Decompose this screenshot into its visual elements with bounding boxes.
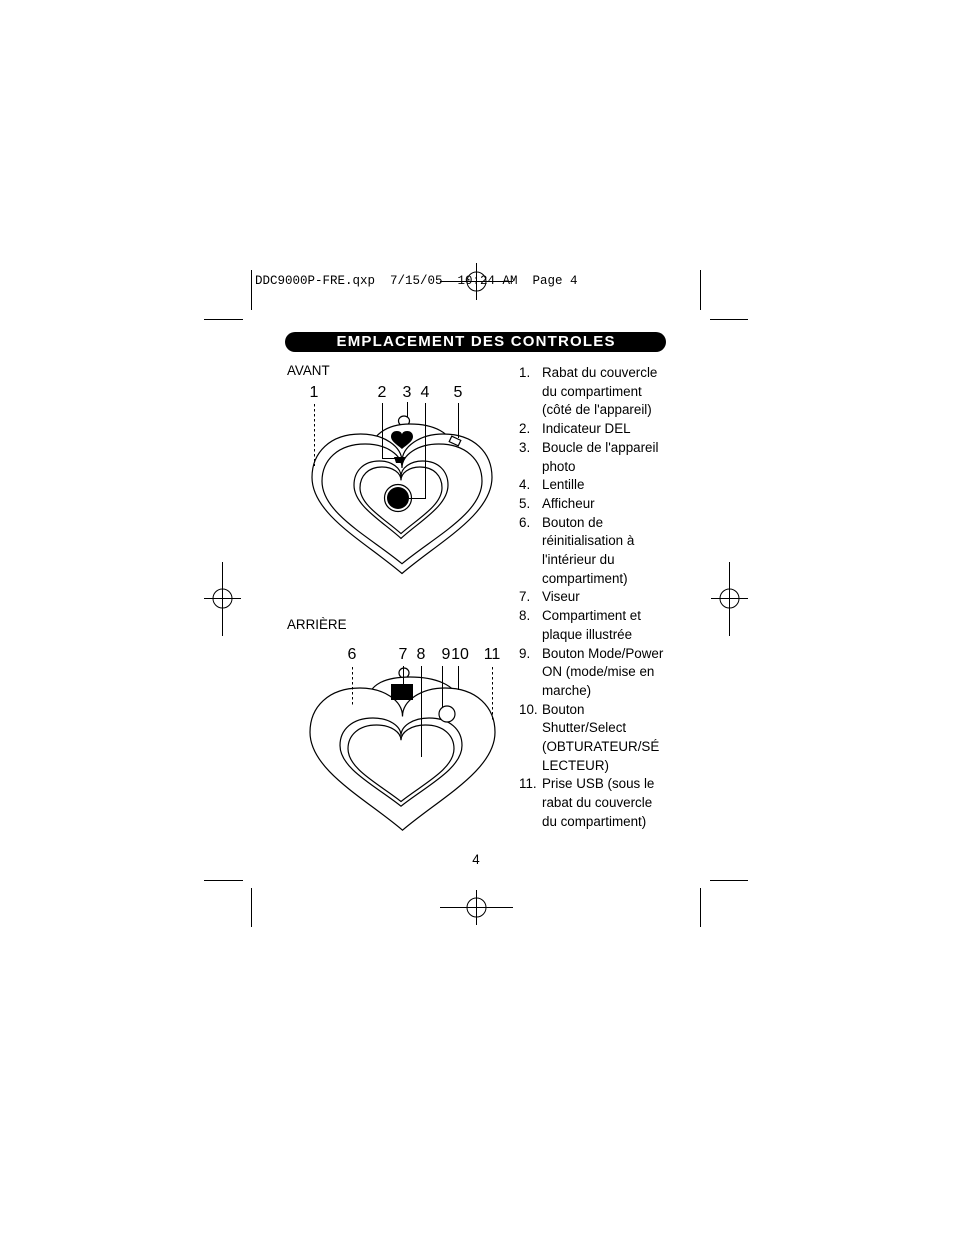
control-item-number: 7.: [519, 589, 531, 605]
control-item-text-line: compartiment): [542, 570, 628, 586]
control-item-text-line: rabat du couvercle: [542, 795, 653, 811]
lens-icon: [387, 487, 409, 509]
control-item-text-line: photo: [542, 458, 576, 474]
back-view-diagram: [310, 646, 500, 830]
front-callout-labels: [310, 384, 463, 401]
control-item-text-line: Afficheur: [542, 495, 595, 511]
control-item-text-line: Rabat du couvercle: [542, 365, 658, 380]
callout-label: 10: [451, 646, 469, 663]
control-item-text-line: réinitialisation à: [542, 533, 635, 549]
callout-label: 5: [453, 384, 463, 401]
control-item-text-line: du compartiment): [542, 813, 647, 829]
print-slug: DDC9000P-FRE.qxp 7/15/05 10:24 AM Page 4: [255, 274, 578, 288]
control-item-number: 11.: [519, 776, 537, 792]
control-item-number: 1.: [519, 365, 531, 380]
control-item-number: 4.: [519, 477, 531, 493]
control-item-number: 9.: [519, 645, 531, 661]
control-item-text-line: Lentille: [542, 477, 585, 493]
callout-label: 8: [416, 646, 426, 663]
mode-power-button: [439, 706, 455, 722]
front-view-heading: AVANT: [287, 363, 330, 378]
callout-label: 3: [402, 384, 412, 401]
callout-label: 9: [441, 646, 451, 663]
back-callout-labels: [348, 646, 501, 663]
control-item-text-line: Bouton de: [542, 514, 604, 530]
control-item-text-line: (côté de l'appareil): [542, 402, 652, 418]
control-item-number: 3.: [519, 439, 531, 455]
registration-mark-right: [711, 562, 748, 636]
section-title: EMPLACEMENT DES CONTROLES: [336, 333, 616, 350]
control-item-number: 8.: [519, 608, 531, 624]
control-item-text-line: marche): [542, 682, 592, 698]
viewfinder: [391, 684, 413, 700]
registration-mark-top: [440, 263, 513, 300]
registration-marks: [204, 263, 748, 925]
callout-label: 1: [309, 384, 319, 401]
control-item-text-line: plaque illustrée: [542, 626, 633, 642]
callout-label: 7: [398, 646, 408, 663]
registration-mark-bottom: [440, 890, 513, 925]
control-item-text-line: du compartiment: [542, 383, 642, 399]
control-item-number: 6.: [519, 514, 531, 530]
registration-mark-left: [204, 562, 241, 636]
back-view-heading: ARRIÈRE: [287, 617, 347, 632]
page-number: 4: [472, 852, 480, 867]
control-item-text-line: Indicateur DEL: [542, 421, 631, 437]
control-item-number: 2.: [519, 421, 531, 437]
control-item-text-line: Bouton: [542, 701, 585, 717]
control-item-text-line: Boucle de l'appareil: [542, 439, 659, 455]
callout-label: 2: [377, 384, 387, 401]
control-item-number: 5.: [519, 495, 531, 511]
control-item-text-line: Prise USB (sous le: [542, 776, 655, 792]
control-item-text-line: ON (mode/mise en: [542, 664, 655, 680]
control-item-text-line: (OBTURATEUR/SÉ: [542, 739, 660, 755]
control-item-text-line: Shutter/Select: [542, 720, 627, 736]
control-item-text-line: Compartiment et: [542, 608, 641, 624]
control-item-text-line: LECTEUR): [542, 757, 609, 773]
callout-label: 11: [483, 646, 501, 663]
callout-label: 4: [420, 384, 430, 401]
control-item-text-line: Viseur: [542, 589, 580, 605]
control-item-text-line: l'intérieur du: [542, 552, 615, 568]
control-item-text-line: Bouton Mode/Power: [542, 645, 664, 661]
control-item-number: 10.: [519, 701, 538, 717]
callout-label: 6: [347, 646, 357, 663]
crop-marks: [204, 270, 748, 927]
front-view-diagram: [310, 384, 492, 574]
